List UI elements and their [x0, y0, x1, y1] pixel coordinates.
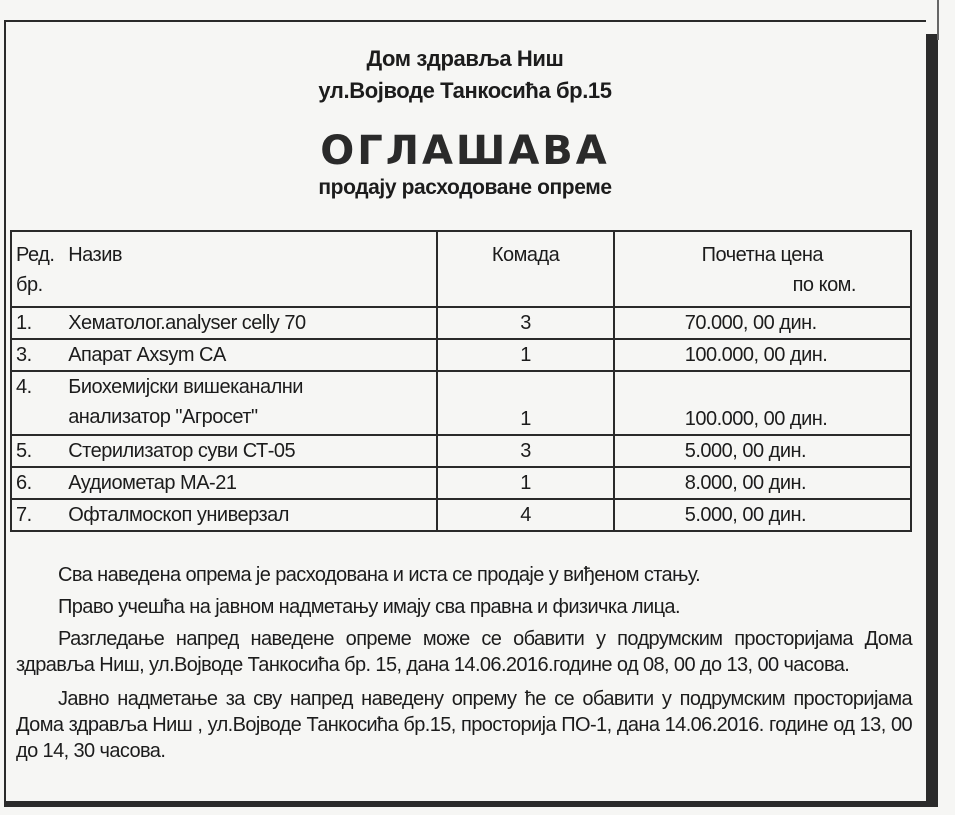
row-name-line1: Биохемијски вишеканални	[68, 376, 303, 398]
header-price-line2: по ком.	[792, 274, 856, 296]
row-price: 5.000, 00 дин.	[614, 499, 911, 531]
organization-address: ул.Војводе Танкосића бр.15	[318, 78, 612, 103]
row-number: 5.	[11, 435, 60, 467]
row-name-line2: анализатор "Агросет"	[68, 406, 258, 428]
row-price: 5.000, 00 дин.	[614, 435, 911, 467]
row-name: Офталмоскоп универзал	[60, 499, 437, 531]
row-quantity: 4	[437, 499, 613, 531]
row-name: Хематолог.analyser celly 70	[60, 307, 437, 339]
scan-edge-top	[937, 0, 939, 40]
row-quantity: 3	[437, 435, 613, 467]
row-price: 70.000, 00 дин.	[614, 307, 911, 339]
row-price: 100.000, 00 дин.	[614, 371, 911, 435]
header-number-line2: бр.	[16, 274, 43, 296]
table-row	[11, 371, 911, 435]
row-name	[60, 371, 437, 435]
notice-title: ОГЛАШАВА	[320, 128, 610, 174]
row-quantity: 3	[437, 307, 613, 339]
header-number-line1: Ред.	[16, 244, 55, 266]
header-name	[60, 231, 437, 307]
row-quantity: 1	[437, 467, 613, 499]
header-number	[11, 231, 60, 307]
header-price-line1: Почетна цена	[701, 244, 824, 266]
row-price: 8.000, 00 дин.	[614, 467, 911, 499]
table-header-row	[11, 231, 911, 307]
row-number: 4.	[11, 371, 60, 435]
row-number: 3.	[11, 339, 60, 371]
paragraph-auction: Јавно надметање за сву напред наведену опрему ће се обавити у подрумским просторијама Дома здравља Ниш , ул.Војводе Танкосића бр.15, просторија ПО-1, дана 14.06.2016. године од 13, 00 до 14, 30 часова.	[16, 688, 912, 762]
header-name-label: Назив	[68, 244, 122, 266]
row-number: 1.	[11, 307, 60, 339]
row-quantity: 1	[437, 339, 613, 371]
table-row	[11, 339, 911, 371]
scan-edge-bottom	[4, 801, 938, 807]
equipment-table	[10, 230, 912, 532]
row-name: Аудиометар МА-21	[60, 467, 437, 499]
paragraph-inspection: Разгледање напред наведене опреме може се обавити у подрумским просторијама Дома здравља Ниш, ул.Војводе Танкосића бр. 15, дана 14.06.2016.године од 08, 00 до 13, 00 часова.	[16, 628, 912, 676]
table-row	[11, 307, 911, 339]
header-price	[614, 231, 911, 307]
notice-subtitle: продају расходоване опреме	[318, 176, 612, 199]
organization-name: Дом здравља Ниш	[366, 46, 564, 71]
paragraph-eligibility: Право учешћа на јавном надметању имају сва правна и физичка лица.	[58, 596, 680, 618]
row-number: 6.	[11, 467, 60, 499]
row-name: Апарат Axsym CA	[60, 339, 437, 371]
header-quantity	[437, 231, 613, 307]
row-name: Стерилизатор суви СТ-05	[60, 435, 437, 467]
row-price: 100.000, 00 дин.	[614, 339, 911, 371]
row-number: 7.	[11, 499, 60, 531]
table-row	[11, 467, 911, 499]
table-row	[11, 435, 911, 467]
header-quantity-label: Комада	[491, 244, 560, 266]
row-quantity: 1	[437, 371, 613, 435]
paragraph-condition: Сва наведена опрема је расходована и иста се продаје у виђеном стању.	[58, 564, 701, 586]
table-row	[11, 499, 911, 531]
notice-body	[16, 562, 912, 770]
